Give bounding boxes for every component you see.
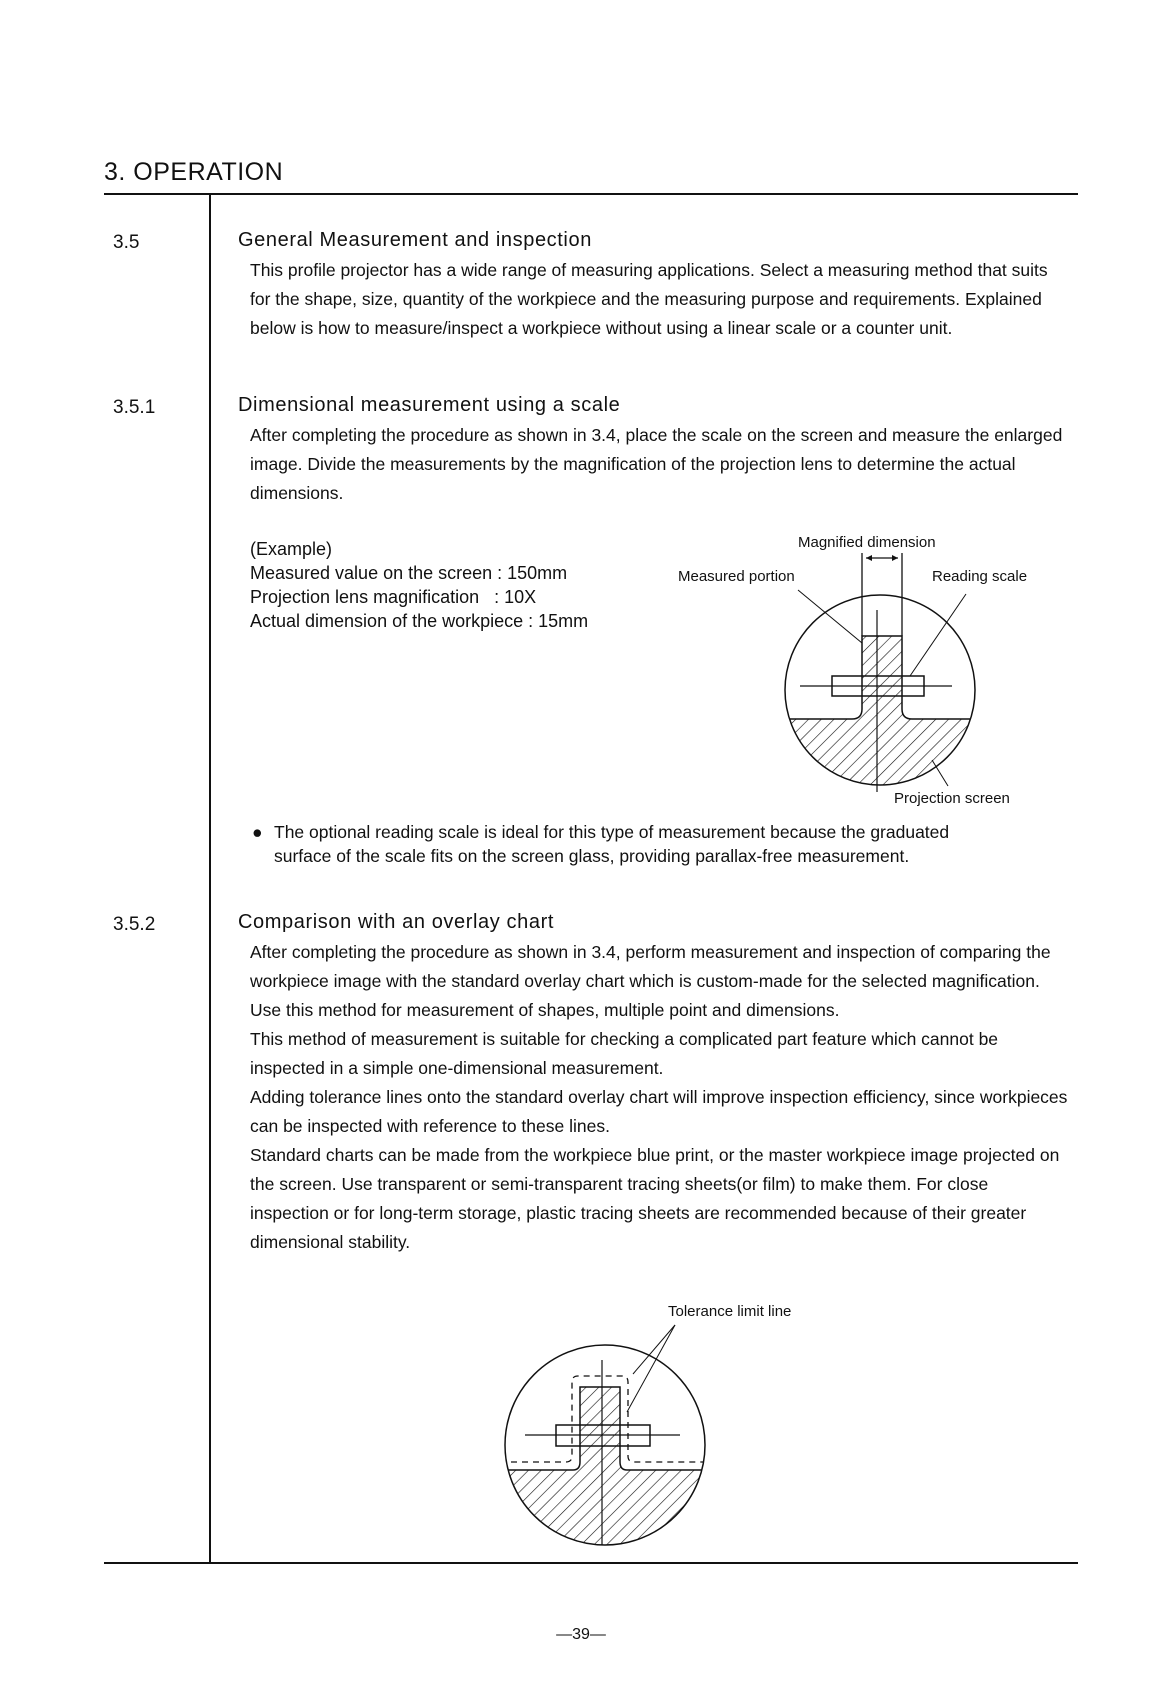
label-tolerance-limit-line: Tolerance limit line <box>668 1303 792 1320</box>
section-title: General Measurement and inspection <box>238 229 592 251</box>
example-line: Projection lens magnification : 10X <box>250 587 537 607</box>
paragraph: Adding tolerance lines onto the standard overlay chart will improve inspection efficiency, since workpieces can be inspected with reference to these lines. <box>250 1087 1068 1136</box>
label-magnified-dimension: Magnified dimension <box>798 534 936 551</box>
label-measured-portion: Measured portion <box>678 568 795 585</box>
bullet-note <box>252 820 992 868</box>
measured-workpiece-figure <box>700 553 1000 800</box>
paragraph: After completing the procedure as shown in 3.4, perform measurement and inspection of comparing the workpiece image with the standard overlay chart which is custom-made for the selected magnification. Use this method for measurement of shapes, multiple point and dimensions. <box>250 942 1051 1020</box>
paragraph: After completing the procedure as shown in 3.4, place the scale on the screen and measure the enlarged image. Divide the measurements by the magnification of the projection lens to determine the actual dimensions. <box>250 425 1063 503</box>
paragraph: This method of measurement is suitable for checking a complicated part feature which cannot be inspected in a simple one-dimensional measurement. <box>250 1029 999 1078</box>
bullet-text: The optional reading scale is ideal for this type of measurement because the graduated surface of the scale fits on the screen glass, providing parallax-free measurement. <box>274 822 950 866</box>
section-body <box>250 938 1070 1257</box>
section-title: Comparison with an overlay chart <box>238 911 554 933</box>
section-title: Dimensional measurement using a scale <box>238 394 621 416</box>
example-line: Measured value on the screen : 150mm <box>250 563 568 583</box>
example-heading: (Example) <box>250 539 333 559</box>
paragraph: Standard charts can be made from the workpiece blue print, or the master workpiece image projected on the screen. Use transparent or semi-transparent tracing sheets(or film) to make them. For close inspection or for long-term storage, plastic tracing sheets are recommended because of their greater dimensional stability. <box>250 1145 1060 1252</box>
example-line: Actual dimension of the workpiece : 15mm <box>250 611 589 631</box>
label-projection-screen: Projection screen <box>894 790 1010 807</box>
label-reading-scale: Reading scale <box>932 568 1028 585</box>
footer-rule <box>104 1562 1078 1564</box>
bullet-icon: ● <box>252 822 263 842</box>
section-number: 3.5 <box>113 232 140 253</box>
section-number: 3.5.1 <box>113 397 156 418</box>
overlay-chart-figure <box>490 1325 720 1560</box>
paragraph: This profile projector has a wide range of measuring applications. Select a measuring method that suits for the shape, size, quantity of the workpiece and the measuring purpose and requirements. Explained below is how to measure/inspect a workpiece without using a linear scale or a counter unit. <box>250 260 1048 338</box>
section-number: 3.5.2 <box>113 914 156 935</box>
chapter-title: 3. OPERATION <box>104 158 284 186</box>
page-number: —39— <box>556 1626 606 1643</box>
